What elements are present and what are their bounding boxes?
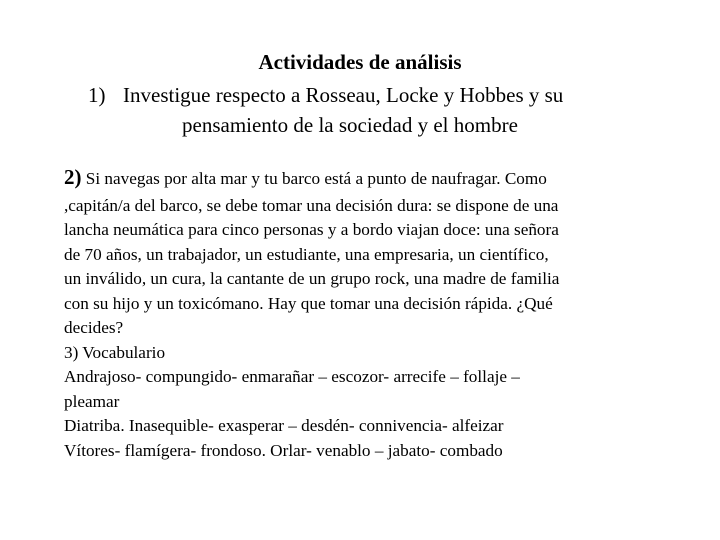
activity-2-line-2: ,capitán/a del barco, se debe tomar una decisión dura: se dispone de una: [64, 195, 559, 215]
activity-2-number: 2): [64, 165, 82, 189]
activity-1-line-1: Investigue respecto a Rosseau, Locke y Hobbes y su: [123, 83, 564, 107]
activities-title: Actividades de análisis: [258, 50, 462, 74]
vocabulary-line-3: Diatriba. Inasequible- exasperar – desdén- connivencia- alfeizar: [64, 416, 504, 435]
activity-1-number: 1): [88, 83, 106, 107]
activity-2-line-5: un inválido, un cura, la cantante de un grupo rock, una madre de familia: [64, 269, 560, 288]
activity-2-line-4: de 70 años, un trabajador, un estudiante, una empresaria, un científico,: [64, 244, 549, 264]
activity-2-line-7: decides?: [64, 318, 124, 337]
vocabulary-line-4: Vítores- flamígera- frondoso. Orlar- venablo – jabato- combado: [64, 440, 503, 460]
activity-2-line-1: [64, 165, 664, 192]
activities-body: [64, 165, 664, 463]
vocabulary-line-1: Andrajoso- compungido- enmarañar – escozor- arrecife – follaje –: [64, 367, 520, 386]
vocabulary-line-2: pleamar: [64, 391, 120, 411]
activity-2-line-6: con su hijo y un toxicómano. Hay que tomar una decisión rápida. ¿Qué: [64, 293, 553, 313]
activity-3-heading: 3) Vocabulario: [64, 342, 166, 362]
activity-1-line-2: pensamiento de la sociedad y el hombre: [182, 113, 518, 137]
activity-2-line-3: lancha neumática para cinco personas y a bordo viajan doce: una señora: [64, 220, 559, 239]
activity-2-text: Si navegas por alta mar y tu barco está a punto de naufragar. Como: [85, 169, 547, 188]
